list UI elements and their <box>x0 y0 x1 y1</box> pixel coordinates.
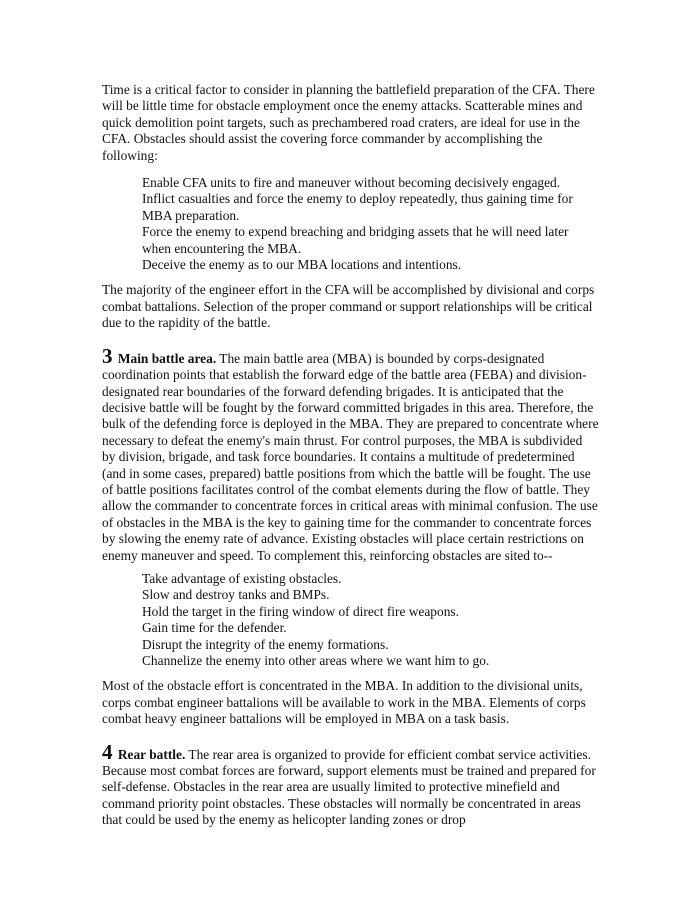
section-rear-battle <box>102 739 599 829</box>
list-item: Gain time for the defender. <box>142 620 287 636</box>
section-number: 3 <box>102 343 113 368</box>
obstacle-goals-list <box>142 175 599 273</box>
list-item: Take advantage of existing obstacles. <box>142 570 342 586</box>
list-item: Enable CFA units to fire and maneuver without becoming decisively engaged. <box>142 175 561 191</box>
list-item: Disrupt the integrity of the enemy formations. <box>142 636 389 652</box>
section-main-battle-area <box>102 343 599 564</box>
section-title: Rear battle. <box>117 746 186 762</box>
list-item: Force the enemy to expend breaching and bridging assets that he will need later when encountering the MBA. <box>142 224 569 256</box>
section-body: The rear area is organized to provide for efficient combat service activities. Because most combat forces are forward, support elements must be trained and prepared for self-defense. Obstacles in the rear area are usually limited to protective minefield and command priority point obstacles. These obstacles will normally be concentrated in areas that could be used by the enemy as helicopter landing zones or drop <box>102 746 596 828</box>
list-item: Deceive the enemy as to our MBA locations and intentions. <box>142 257 462 273</box>
section-body: The main battle area (MBA) is bounded by corps-designated coordination points that establish the forward edge of the battle area (FEBA) and division-designated rear boundaries of the forward defending brigades. It is anticipated that the decisive battle will be fought by the forward committed brigades in this area. Therefore, the bulk of the defending force is deployed in the MBA. They are prepared to concentrate where necessary to defeat the enemy's main thrust. For control purposes, the MBA is subdivided by division, brigade, and task force boundaries. It contains a multitude of predetermined (and in some cases, prepared) battle positions from which the battle will be fought. The use of battle positions facilitates control of the combat elements during the flow of battle. They allow the commander to concentrate forces in critical areas with minimal confusion. The use of obstacles in the MBA is the key to gaining time for the commander to concentrate forces by slowing the enemy rate of advance. Existing obstacles will place certain restrictions on enemy maneuver and speed. To complement this, reinforcing obstacles are sited to-- <box>102 350 599 563</box>
list-item: Channelize the enemy into other areas where we want him to go. <box>142 653 490 668</box>
paragraph-cfa-time: Time is a critical factor to consider in planning the battlefield preparation of the CFA. There will be little time for obstacle employment once the enemy attacks. Scatterable mines and quick demolition point targets, such as prechambered road craters, are ideal for use in the CFA. Obstacles should assist the covering force commander by accomplishing the following: <box>102 82 595 163</box>
list-item: Slow and destroy tanks and BMPs. <box>142 587 330 603</box>
reinforcing-obstacles-list <box>142 571 599 669</box>
list-item: Hold the target in the firing window of direct fire weapons. <box>142 603 459 619</box>
section-number: 4 <box>102 739 113 764</box>
list-item: Inflict casualties and force the enemy to deploy repeatedly, thus gaining time for MBA preparation. <box>142 191 573 223</box>
section-title: Main battle area. <box>117 350 217 366</box>
paragraph-engineer-effort: The majority of the engineer effort in the CFA will be accomplished by divisional and corps combat battalions. Selection of the proper command or support relationships will be critical due to the rapidity of the battle. <box>102 282 595 331</box>
paragraph-mba-effort: Most of the obstacle effort is concentrated in the MBA. In addition to the divisional units, corps combat engineer battalions will be available to work in the MBA. Elements of corps combat heavy engineer battalions will be employed in MBA on a task basis. <box>102 678 586 727</box>
